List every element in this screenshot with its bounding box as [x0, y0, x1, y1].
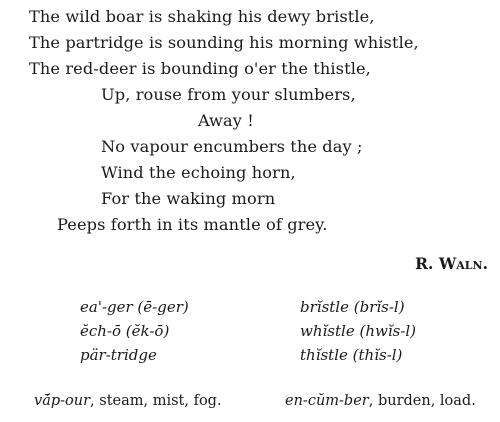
- vocab-eager: ea'-ger (ē-ger): [80, 298, 189, 316]
- glossary-term: en-cŭm-ber: [285, 393, 369, 409]
- vocab-bristle: brĭstle (brĭs-l): [300, 298, 405, 316]
- poem-line-7: Wind the echoing horn,: [101, 163, 296, 182]
- poem-line-1: The wild boar is shaking his dewy bristle,: [29, 7, 375, 26]
- author-surname: Waln.: [438, 254, 488, 273]
- poem-line-5: Away !: [198, 111, 254, 130]
- vocab-thistle: thĭstle (thĭs-l): [300, 346, 403, 364]
- glossary-vapour: [34, 393, 222, 409]
- author-attribution: [415, 254, 488, 273]
- glossary-definition: , steam, mist, fog.: [90, 393, 222, 409]
- poem-line-2: The partridge is sounding his morning whistle,: [29, 33, 419, 52]
- vocab-partridge: pär-tridge: [80, 346, 157, 364]
- glossary-term: vā́p-our: [34, 393, 91, 409]
- author-initial: R.: [415, 254, 439, 273]
- poem-line-6: No vapour encumbers the day ;: [101, 137, 363, 156]
- poem-line-9: Peeps forth in its mantle of grey.: [57, 215, 328, 234]
- vocab-whistle: whĭstle (hwĭs-l): [300, 322, 417, 340]
- glossary-definition: , burden, load.: [368, 393, 476, 409]
- poem-line-3: The red-deer is bounding o'er the thistle,: [29, 59, 371, 78]
- vocab-echo: ĕch-ō (ĕk-ō): [80, 322, 170, 340]
- poem-line-4: Up, rouse from your slumbers,: [101, 85, 356, 104]
- poem-line-8: For the waking morn: [101, 189, 276, 208]
- glossary-encumber: [285, 393, 476, 409]
